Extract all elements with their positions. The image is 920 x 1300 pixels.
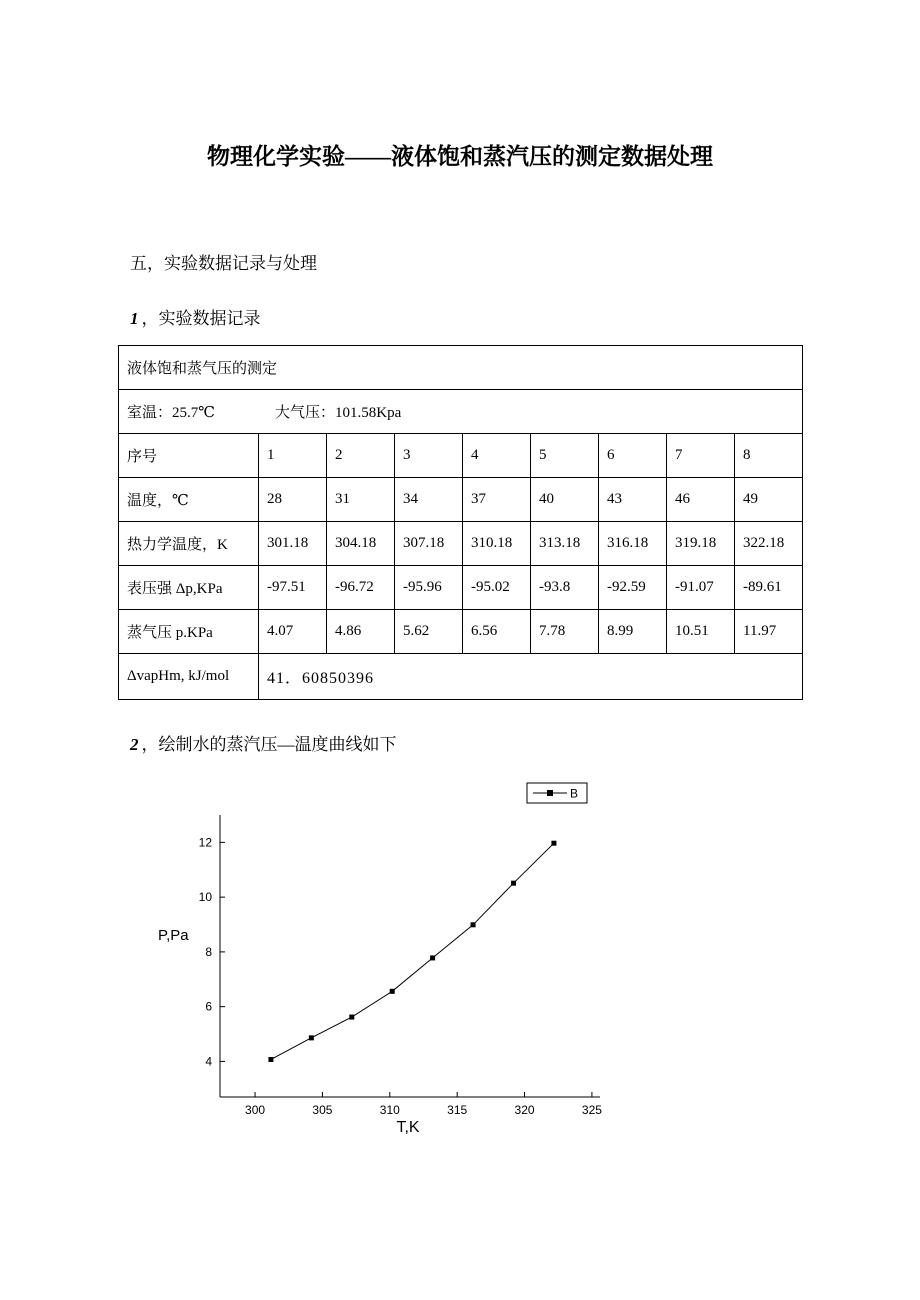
cell-value: 34 [395, 478, 463, 522]
cell-value: 7.78 [531, 610, 599, 654]
cell-value: 322.18 [735, 522, 803, 566]
x-tick-label: 315 [447, 1103, 468, 1117]
room-temp-value: 室温：25.7℃ [127, 405, 216, 421]
cell-value: 7 [667, 434, 735, 478]
table-row [119, 522, 803, 566]
table-row [119, 478, 803, 522]
x-tick-label: 305 [312, 1103, 333, 1117]
cell-value: 8.99 [599, 610, 667, 654]
row-label: 蒸气压 p.KPa [119, 610, 259, 654]
x-axis-title: T,K [396, 1119, 420, 1136]
cell-value: -95.96 [395, 566, 463, 610]
table-title: 液体饱和蒸气压的测定 [119, 346, 803, 390]
cell-value: 301.18 [259, 522, 327, 566]
chart-svg [150, 775, 650, 1155]
cell-value: 307.18 [395, 522, 463, 566]
cell-value: 11.97 [735, 610, 803, 654]
table-footer-row [119, 654, 803, 700]
cell-value: 6 [599, 434, 667, 478]
subsection-1-number: 1 [130, 309, 139, 328]
cell-value: -91.07 [667, 566, 735, 610]
data-point [471, 922, 476, 927]
data-point [268, 1057, 273, 1062]
cell-value: -96.72 [327, 566, 395, 610]
table-row [119, 610, 803, 654]
cell-value: -93.8 [531, 566, 599, 610]
cell-value: 6.56 [463, 610, 531, 654]
series-line [271, 843, 554, 1059]
row-label: 表压强 Δp,KPa [119, 566, 259, 610]
cell-value: 316.18 [599, 522, 667, 566]
cell-value: 28 [259, 478, 327, 522]
cell-value: 46 [667, 478, 735, 522]
cell-value: 310.18 [463, 522, 531, 566]
cell-value: 313.18 [531, 522, 599, 566]
cell-value: 31 [327, 478, 395, 522]
legend-marker [547, 790, 553, 796]
data-point [349, 1015, 354, 1020]
cell-value: 4.86 [327, 610, 395, 654]
subsection-2-number: 2 [130, 735, 139, 754]
data-point [390, 989, 395, 994]
y-tick-label: 4 [205, 1054, 212, 1069]
subsection-1-label: ，实验数据记录 [141, 309, 261, 328]
section-heading: 五，实验数据记录与处理 [130, 254, 317, 273]
footer-label: ΔvapHm, kJ/mol [119, 654, 259, 700]
cell-value: 4.07 [259, 610, 327, 654]
data-point [511, 881, 516, 886]
cell-value: 40 [531, 478, 599, 522]
cell-value: 43 [599, 478, 667, 522]
table-env-row [119, 390, 803, 434]
data-point [551, 841, 556, 846]
subsection-2 [130, 730, 920, 755]
y-tick-label: 12 [198, 835, 212, 850]
chart [150, 775, 650, 1155]
data-point [430, 955, 435, 960]
footer-value: 41．60850396 [259, 654, 803, 700]
data-point [309, 1035, 314, 1040]
x-tick-label: 310 [379, 1103, 400, 1117]
subsection-2-label: ，绘制水的蒸汽压—温度曲线如下 [141, 735, 397, 754]
table-title-row [119, 346, 803, 390]
y-tick-label: 6 [205, 999, 212, 1014]
cell-value: 1 [259, 434, 327, 478]
cell-value: 5.62 [395, 610, 463, 654]
x-tick-label: 300 [245, 1103, 266, 1117]
cell-value: 319.18 [667, 522, 735, 566]
cell-value: 304.18 [327, 522, 395, 566]
cell-value: 4 [463, 434, 531, 478]
table-row [119, 566, 803, 610]
cell-value: 2 [327, 434, 395, 478]
row-label: 热力学温度，K [119, 522, 259, 566]
cell-value: 10.51 [667, 610, 735, 654]
cell-value: -95.02 [463, 566, 531, 610]
cell-value: 49 [735, 478, 803, 522]
row-label: 序号 [119, 434, 259, 478]
cell-value: -97.51 [259, 566, 327, 610]
cell-value: 8 [735, 434, 803, 478]
y-axis-title: P,Pa [158, 927, 189, 944]
subsection-1 [130, 304, 920, 329]
row-label: 温度，℃ [119, 478, 259, 522]
cell-value: 5 [531, 434, 599, 478]
cell-value: 3 [395, 434, 463, 478]
x-tick-label: 320 [514, 1103, 535, 1117]
y-tick-label: 10 [198, 890, 212, 905]
table-row [119, 434, 803, 478]
cell-value: -89.61 [735, 566, 803, 610]
cell-value: 37 [463, 478, 531, 522]
y-tick-label: 8 [205, 944, 212, 959]
table-env-cell [119, 390, 803, 434]
atm-pressure-value: 大气压：101.58Kpa [275, 405, 402, 421]
data-table [118, 345, 803, 700]
cell-value: -92.59 [599, 566, 667, 610]
page-title: 物理化学实验——液体饱和蒸汽压的测定数据处理 [207, 144, 713, 169]
x-tick-label: 325 [581, 1103, 602, 1117]
legend-label: B [570, 786, 579, 801]
